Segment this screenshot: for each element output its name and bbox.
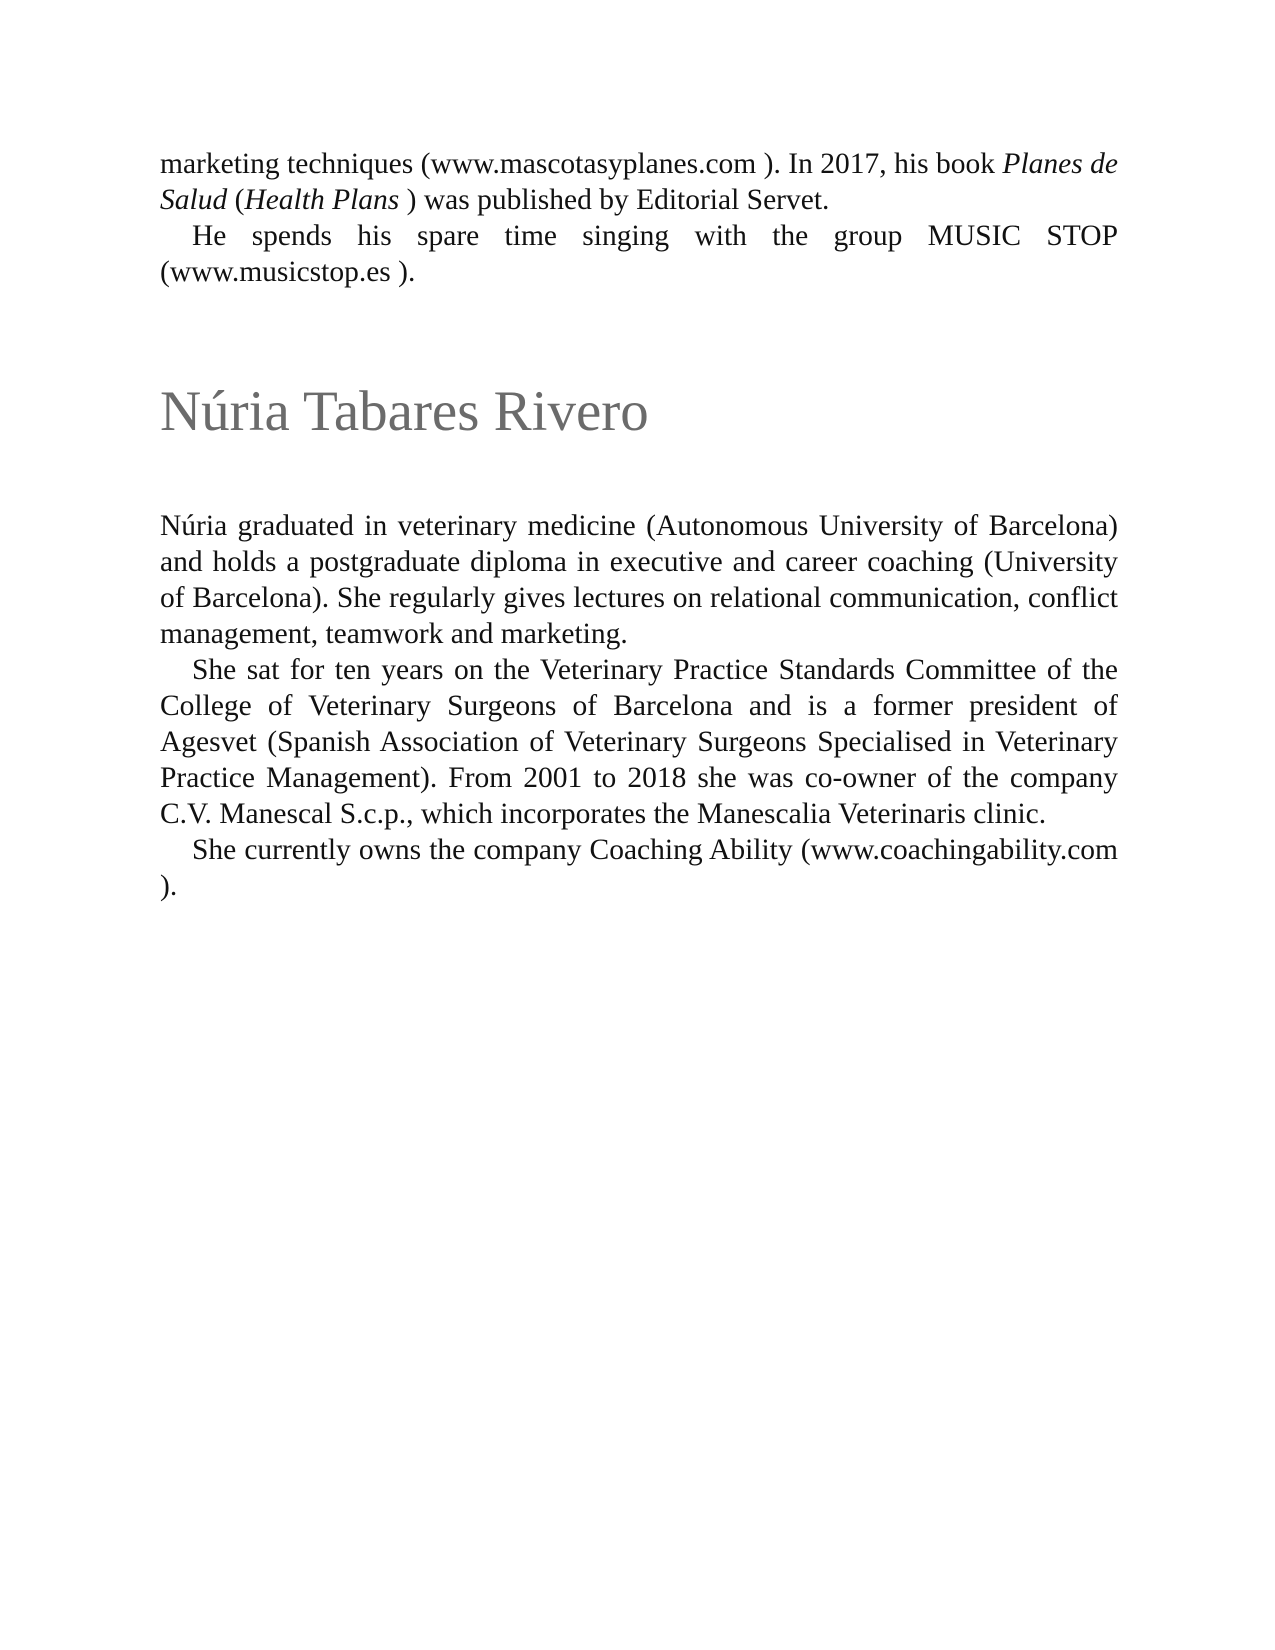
bio-paragraph-3: She currently owns the company Coaching Ability (www.coachingability.com ). [160,834,1118,902]
document-page [160,146,1118,902]
previous-bio-text-b: ( [227,184,245,216]
section-heading: Núria Tabares Rivero [160,380,649,443]
previous-bio-text-c: ) was published by Editorial Servet. [399,184,830,216]
previous-bio-text-a: marketing techniques (www.mascotasyplanes.com ). In 2017, his book [160,148,1003,180]
previous-bio-paragraph-1 [160,146,1118,218]
previous-bio-paragraph-2: He spends his spare time singing with the group MUSIC STOP (www.musicstop.es ). [160,220,1118,288]
bio-body [160,508,1118,904]
book-title-spanish: Planes de Salud [160,148,1118,216]
bio-paragraph-2: She sat for ten years on the Veterinary Practice Standards Committee of the College of Veterinary Surgeons of Barcelona and is a former president of Agesvet (Spanish Association of Veterinary Surgeons Specialised in Veterinary Practice Management). From 2001 to 2018 she was co-owner of the company C.V. Manescal S.c.p., which incorporates the Manescalia Veterinaris clinic. [160,654,1118,830]
book-title-english: Health Plans [244,184,400,216]
bio-paragraph-1: Núria graduated in veterinary medicine (Autonomous University of Barcelona) and holds a postgraduate diploma in executive and career coaching (University of Barcelona). She regularly gives lectures on relational communication, conflict management, teamwork and marketing. [160,510,1118,650]
